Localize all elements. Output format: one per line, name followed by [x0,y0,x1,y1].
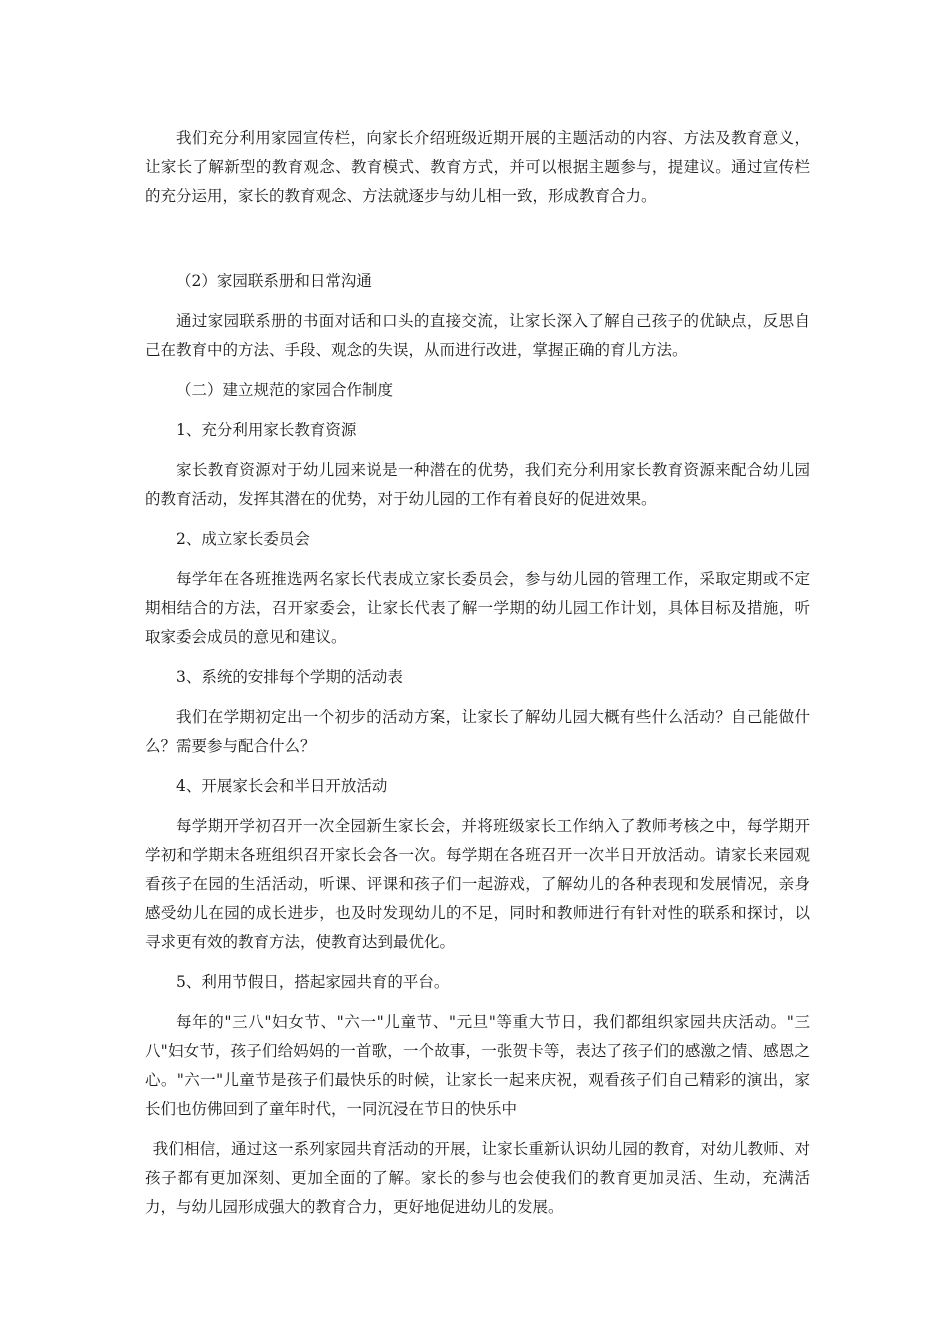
paragraph-parent-resources: 家长教育资源对于幼儿园来说是一种潜在的优势，我们充分利用家长教育资源来配合幼儿园的教育活动，发挥其潜在的优势，对于幼儿园的工作有着良好的促进效果。 [145,461,810,508]
heading-contact-book: （2）家园联系册和日常沟通 [176,272,372,290]
blank-gap [145,222,810,267]
heading-parent-meeting: 4、开展家长会和半日开放活动 [176,777,388,795]
paragraph-conclusion: 我们相信，通过这一系列家园共育活动的开展，让家长重新认识幼儿园的教育，对幼儿教师、对孩子都有更加深刻、更加全面的了解。家长的参与也会使我们的教育更加灵活、生动，充满活力，与幼儿园形成强大的教育合力，更好地促进幼儿的发展。 [145,1140,810,1216]
paragraph-holidays: 每年的"三八"妇女节、"六一"儿童节、"元旦"等重大节日，我们都组织家园共庆活动。"三八"妇女节，孩子们给妈妈的一首歌，一个故事，一张贺卡等，表达了孩子们的感激之情、感恩之心。"六一"儿童节是孩子们最快乐的时候，让家长一起来庆祝，观看孩子们自己精彩的演出，家长们也仿佛回到了童年时代，一同沉浸在节日的快乐中 [145,1013,810,1118]
paragraph-contact-book: 通过家园联系册的书面对话和口头的直接交流，让家长深入了解自己孩子的优缺点，反思自己在教育中的方法、手段、观念的失误，从而进行改进，掌握正确的育儿方法。 [145,312,810,359]
heading-parent-committee: 2、成立家长委员会 [176,530,310,548]
heading-activity-schedule: 3、系统的安排每个学期的活动表 [176,668,403,686]
document-page [145,124,810,1233]
paragraph-parent-meeting: 每学期开学初召开一次全园新生家长会，并将班级家长工作纳入了教师考核之中，每学期开学初和学期末各班组织召开家长会各一次。每学期在各班召开一次半日开放活动。请家长来园观看孩子在园的生活活动，听课、评课和孩子们一起游戏，了解幼儿的各种表现和发展情况，亲身感受幼儿在园的成长进步，也及时发现幼儿的不足，同时和教师进行有针对性的联系和探讨，以寻求更有效的教育方法，使教育达到最优化。 [145,817,810,951]
heading-holidays: 5、利用节假日，搭起家园共育的平台。 [176,973,450,991]
paragraph-parent-committee: 每学年在各班推选两名家长代表成立家长委员会，参与幼儿园的管理工作，采取定期或不定期相结合的方法，召开家委会，让家长代表了解一学期的幼儿园工作计划，具体目标及措施，听取家委会成员的意见和建议。 [145,570,810,646]
paragraph-activity-schedule: 我们在学期初定出一个初步的活动方案，让家长了解幼儿园大概有些什么活动？自己能做什么？需要参与配合什么？ [145,708,810,755]
heading-parent-resources: 1、充分利用家长教育资源 [176,421,357,439]
heading-cooperation-system: （二）建立规范的家园合作制度 [176,381,394,399]
paragraph-publicity-board: 我们充分利用家园宣传栏，向家长介绍班级近期开展的主题活动的内容、方法及教育意义，让家长了解新型的教育观念、教育模式、教育方式，并可以根据主题参与，提建议。通过宣传栏的充分运用，家长的教育观念、方法就逐步与幼儿相一致，形成教育合力。 [145,129,810,205]
